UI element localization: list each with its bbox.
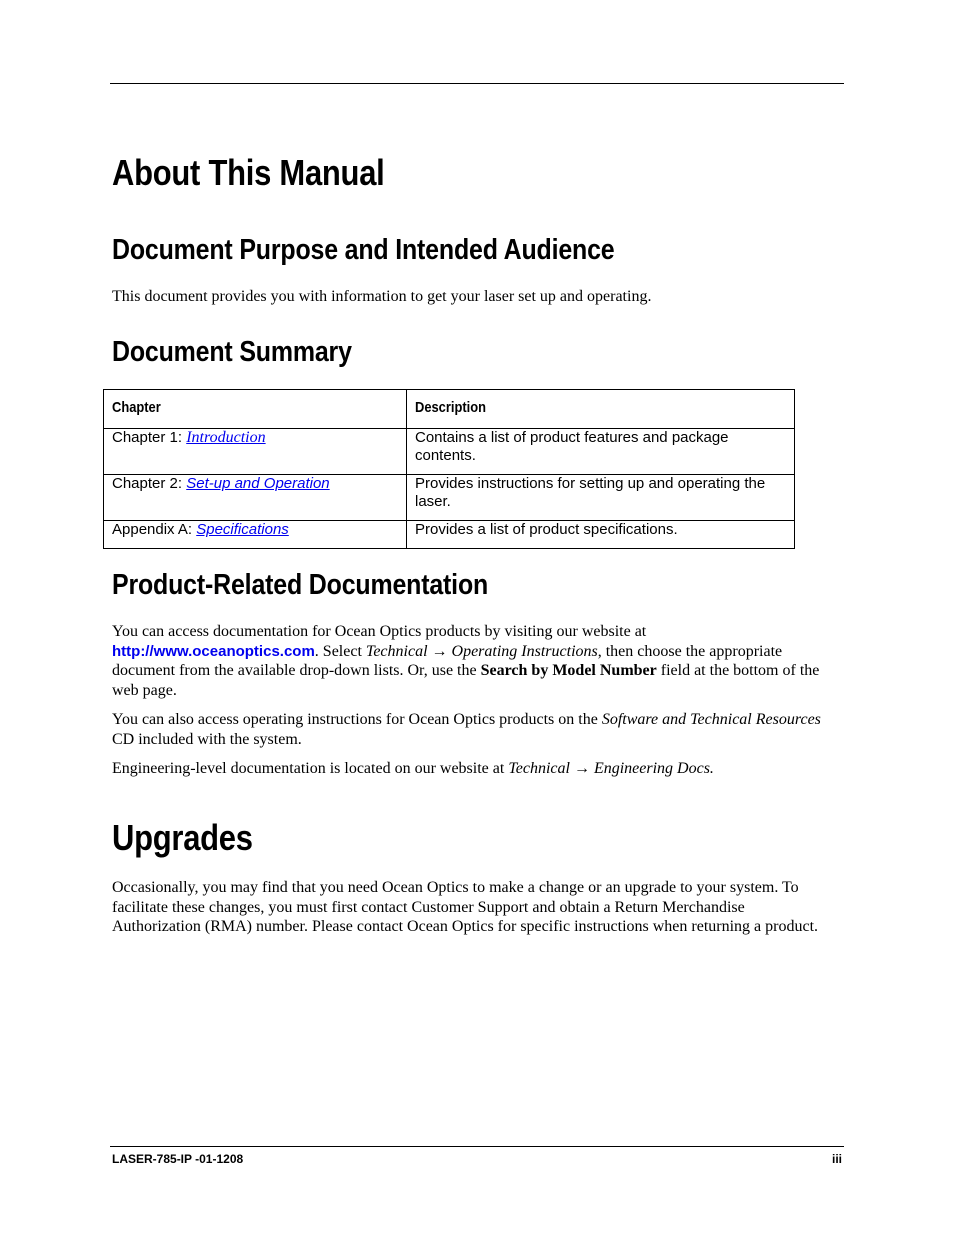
- section-heading-upgrades: Upgrades: [112, 817, 253, 858]
- chapter-cell: Appendix A: Specifications: [104, 521, 407, 549]
- section-heading-related: Product-Related Documentation: [112, 569, 489, 601]
- table-row: [104, 475, 795, 521]
- page-title: About This Manual: [112, 152, 385, 193]
- footer-page-number: iii: [831, 1152, 842, 1166]
- description-cell: Contains a list of product features and package contents.: [407, 429, 795, 475]
- description-cell: Provides a list of product specifications.: [407, 521, 795, 549]
- related-paragraph-2: You can also access operating instructions for Ocean Optics products on the Software and Technical Resources CD included with the system.: [112, 711, 821, 748]
- table-header-description: Description: [407, 390, 795, 429]
- header-rule: [110, 83, 844, 84]
- table-row: [104, 429, 795, 475]
- table-header-chapter: Chapter: [104, 390, 407, 429]
- purpose-paragraph: This document provides you with information to get your laser set up and operating.: [112, 288, 652, 305]
- oceanoptics-website-link[interactable]: http://www.oceanoptics.com: [112, 642, 315, 660]
- related-paragraph-3: Engineering-level documentation is located on our website at Technical → Engineering Docs.: [112, 760, 714, 777]
- specifications-link[interactable]: Specifications: [196, 521, 289, 538]
- setup-operation-link[interactable]: Set-up and Operation: [186, 475, 330, 492]
- description-cell: Provides instructions for setting up and operating the laser.: [407, 475, 795, 521]
- introduction-link[interactable]: Introduction: [186, 429, 266, 446]
- footer-rule: [110, 1146, 844, 1147]
- section-heading-summary: Document Summary: [112, 336, 352, 368]
- related-paragraph-1: You can access documentation for Ocean Optics products by visiting our website at http://www.oceanoptics.com. Select Technical → Operating Instructions, then choose the appropriate document from the available drop-down lists. Or, use the Search by Model Number field at the bottom of the web page.: [112, 623, 820, 699]
- section-heading-purpose: Document Purpose and Intended Audience: [112, 234, 615, 266]
- table-header-row: [104, 390, 795, 429]
- document-summary-table: [103, 389, 795, 549]
- upgrades-paragraph: Occasionally, you may find that you need Ocean Optics to make a change or an upgrade to your system. To facilitate these changes, you must first contact Customer Support and obtain a Return Merchandise Authorization (RMA) number. Please contact Ocean Optics for specific instructions when returning a product.: [112, 879, 819, 936]
- footer-doc-number: LASER-785-IP -01-1208: [112, 1152, 244, 1166]
- chapter-cell: Chapter 2: Set-up and Operation: [104, 475, 407, 521]
- chapter-cell: Chapter 1: Introduction: [104, 429, 407, 475]
- table-row: [104, 521, 795, 549]
